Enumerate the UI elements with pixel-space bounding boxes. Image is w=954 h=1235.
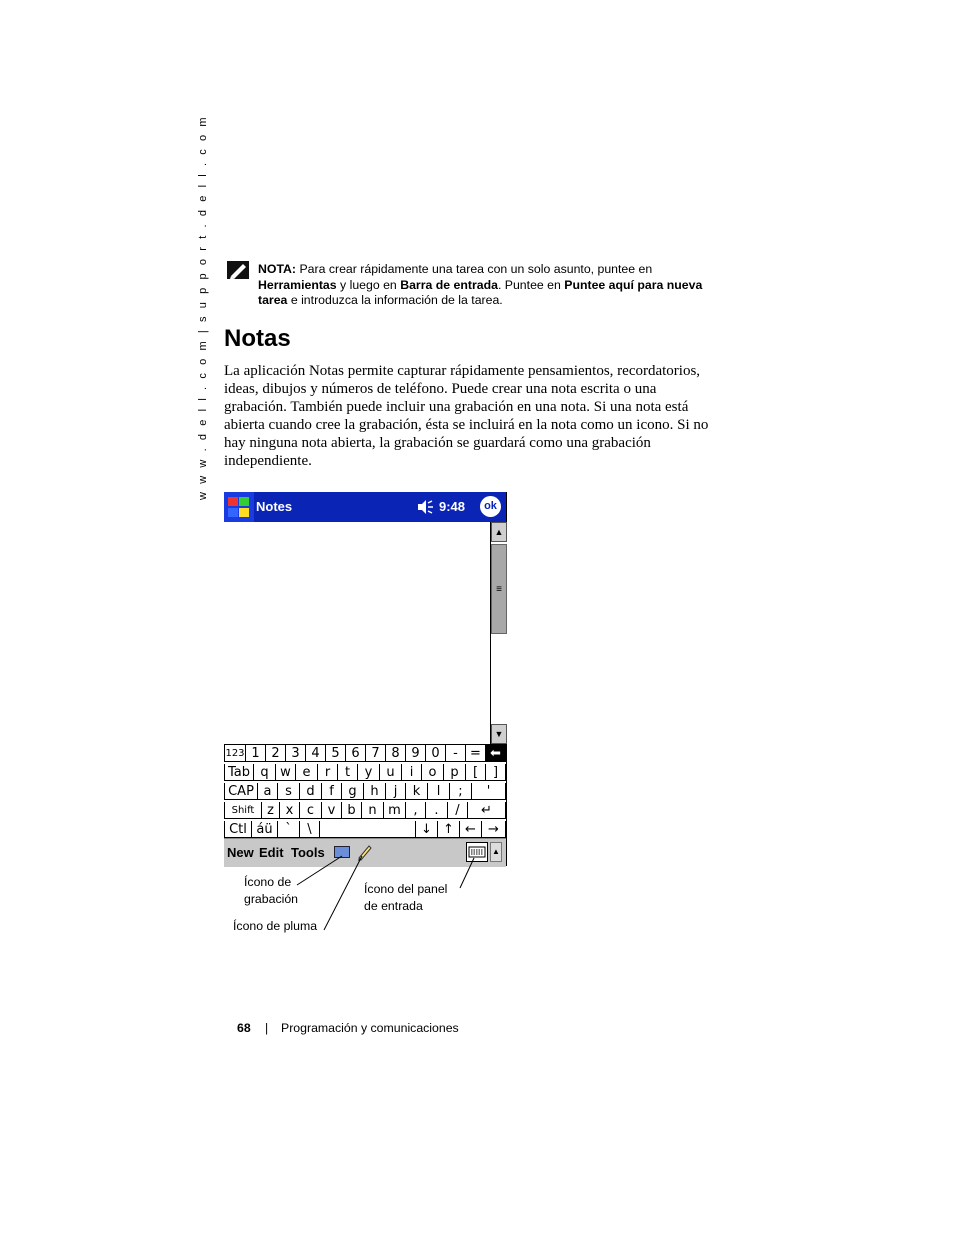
key[interactable]: f: [322, 783, 342, 800]
key[interactable]: o: [422, 764, 444, 781]
key[interactable]: a: [258, 783, 278, 800]
key[interactable]: m: [384, 802, 406, 819]
menu-tools[interactable]: Tools: [291, 845, 325, 860]
key[interactable]: 7: [366, 745, 386, 762]
note-bold-puntee: Puntee aquí para nueva tarea: [258, 277, 703, 307]
key[interactable]: n: [362, 802, 384, 819]
note-bold-herramientas: Herramientas: [258, 277, 337, 292]
footer-separator: |: [265, 1021, 269, 1035]
key[interactable]: CAP: [224, 783, 258, 800]
scroll-up-icon[interactable]: ▲: [491, 522, 507, 542]
menu-edit[interactable]: Edit: [259, 845, 284, 860]
key[interactable]: 3: [286, 745, 306, 762]
key[interactable]: /: [448, 802, 468, 819]
key[interactable]: t: [338, 764, 358, 781]
menu-new[interactable]: New: [227, 845, 254, 860]
key[interactable]: 6: [346, 745, 366, 762]
scroll-thumb[interactable]: ≡: [491, 544, 507, 634]
key[interactable]: w: [276, 764, 296, 781]
key[interactable]: 9: [406, 745, 426, 762]
key[interactable]: y: [358, 764, 380, 781]
key[interactable]: p: [444, 764, 466, 781]
key[interactable]: Shift: [224, 802, 262, 819]
key[interactable]: 8: [386, 745, 406, 762]
key[interactable]: .: [426, 802, 448, 819]
key[interactable]: ↓: [416, 821, 438, 838]
key[interactable]: 4: [306, 745, 326, 762]
footer-title: Programación y comunicaciones: [281, 1021, 459, 1035]
key[interactable]: v: [322, 802, 342, 819]
callout-input-panel-icon: Ícono del panel de entrada: [364, 882, 448, 913]
key[interactable]: i: [402, 764, 422, 781]
note-label: NOTA:: [258, 262, 297, 276]
key[interactable]: 123: [224, 745, 246, 762]
key[interactable]: ↵: [468, 802, 506, 819]
key[interactable]: l: [428, 783, 450, 800]
callout-recording-icon: Ícono de grabación: [244, 875, 299, 906]
key[interactable]: Ctl: [224, 821, 252, 838]
key[interactable]: ↑: [438, 821, 460, 838]
callout-pen-icon: Ícono de pluma: [233, 919, 318, 933]
key[interactable]: -: [446, 745, 466, 762]
key[interactable]: 5: [326, 745, 346, 762]
key[interactable]: h: [364, 783, 386, 800]
key[interactable]: d: [300, 783, 322, 800]
key[interactable]: 1: [246, 745, 266, 762]
key[interactable]: ;: [450, 783, 472, 800]
key[interactable]: ←: [460, 821, 482, 838]
clock[interactable]: 9:48: [439, 499, 466, 514]
key[interactable]: b: [342, 802, 362, 819]
ok-button[interactable]: ok: [480, 496, 501, 517]
key[interactable]: ,: [406, 802, 426, 819]
key[interactable]: =: [466, 745, 486, 762]
key[interactable]: e: [296, 764, 318, 781]
key[interactable]: →: [482, 821, 506, 838]
key[interactable]: s: [278, 783, 300, 800]
side-url: w w w . d e l l . c o m | s u p p o r t . d e l l . c o m: [197, 114, 209, 500]
key[interactable]: z: [262, 802, 280, 819]
note-text-part: e introduzca la información de la tarea.: [287, 293, 503, 307]
key[interactable]: g: [342, 783, 364, 800]
key[interactable]: 0: [426, 745, 446, 762]
key[interactable]: Tab: [224, 764, 254, 781]
key[interactable]: 2: [266, 745, 286, 762]
key[interactable]: `: [278, 821, 300, 838]
key[interactable]: j: [386, 783, 406, 800]
key[interactable]: x: [280, 802, 300, 819]
key[interactable]: q: [254, 764, 276, 781]
key[interactable]: ': [472, 783, 506, 800]
key[interactable]: u: [380, 764, 402, 781]
page-number: 68: [237, 1021, 251, 1035]
key[interactable]: k: [406, 783, 428, 800]
key[interactable]: c: [300, 802, 322, 819]
app-title: Notes: [256, 499, 293, 514]
key[interactable]: ⬅: [486, 745, 506, 762]
scroll-down-icon[interactable]: ▼: [491, 724, 507, 744]
note-text-part: y luego en: [336, 277, 401, 292]
note-bold-barra: Barra de entrada: [400, 277, 498, 292]
key[interactable]: áü: [252, 821, 278, 838]
section-heading: Notas: [224, 325, 291, 352]
key[interactable]: \: [300, 821, 320, 838]
key[interactable]: ]: [486, 764, 506, 781]
key[interactable]: r: [318, 764, 338, 781]
key[interactable]: [: [466, 764, 486, 781]
input-panel-arrow-icon[interactable]: ▲: [490, 842, 502, 862]
body-paragraph: La aplicación Notas permite capturar rápidamente pensamientos, recordatorios, ideas, dibujos y números de teléfono. Puede crear una nota escrita o una grabación. También puede incluir una grabación en una nota. Si una nota está abierta cuando cree la grabación, ésta se incluirá en la nota como un icono. Si no hay ninguna nota abierta, la grabación se guardará como una grabación independiente.: [224, 363, 709, 469]
note-text-part: Para crear rápidamente una tarea con un solo asunto, puntee en: [296, 262, 653, 276]
note-text-part: . Puntee en: [497, 277, 565, 292]
